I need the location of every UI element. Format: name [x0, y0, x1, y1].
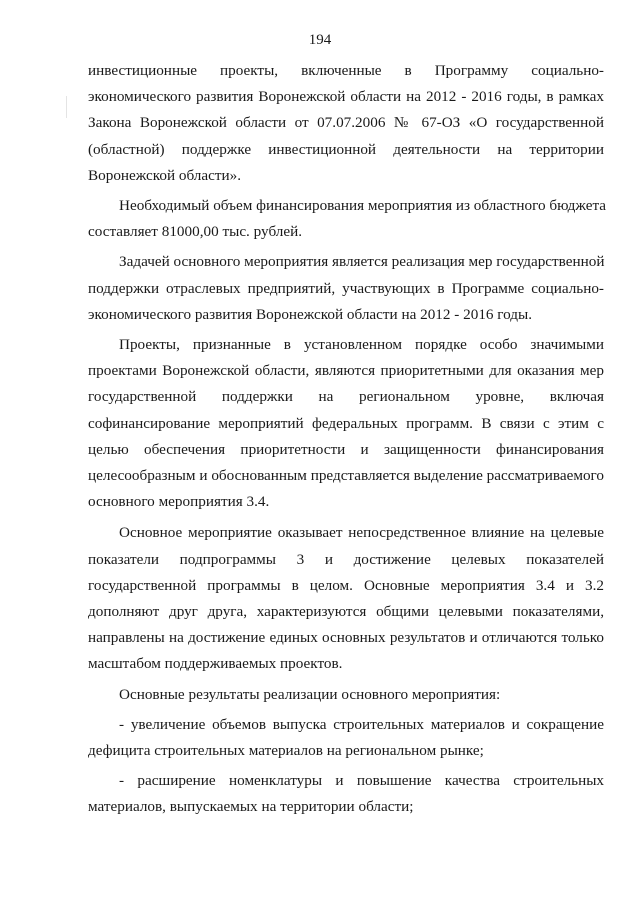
paragraph-investment-projects	[88, 58, 604, 189]
text-line: дополняют друг друга, характеризуются общими целевыми показателями,	[88, 603, 604, 621]
text-line: (областной) поддержке инвестиционной деятельности на территории	[88, 140, 604, 158]
text-line: Основное мероприятие оказывает непосредственное влияние на целевые	[119, 524, 604, 542]
text-line: основного мероприятия 3.4.	[88, 493, 270, 511]
text-line: целью обеспечения приоритетности и защищенности финансирования	[88, 440, 604, 458]
text-line: - расширение номенклатуры и повышение качества строительных	[119, 772, 604, 790]
text-line: Основные результаты реализации основного мероприятия:	[119, 685, 501, 703]
text-line: экономического развития Воронежской области на 2012 - 2016 годы.	[88, 305, 533, 323]
text-line: составляет 81000,00 тыс. рублей.	[88, 223, 303, 241]
text-line: экономического развития Воронежской области на 2012 - 2016 годы, в рамках	[88, 88, 604, 106]
text-line: софинансирование мероприятий федеральных программ. В связи с этим с	[88, 414, 604, 432]
text-line: целесообразным и обоснованным представляется выделение рассматриваемого	[88, 467, 604, 485]
page-number: 194	[308, 32, 332, 48]
text-line: показатели подпрограммы 3 и достижение целевых показателей	[88, 550, 604, 568]
list-item-assortment	[88, 768, 604, 820]
text-line: Необходимый объем финансирования мероприятия из областного бюджета	[119, 197, 607, 215]
text-line: материалов, выпускаемых на территории области;	[88, 798, 414, 816]
document-body	[88, 58, 607, 821]
paragraph-results-heading	[88, 682, 604, 708]
text-line: - увеличение объемов выпуска строительных материалов и сокращение	[119, 715, 604, 733]
text-line: Закона Воронежской области от 07.07.2006 № 67-ОЗ «О государственной	[88, 114, 604, 132]
text-line: поддержки отраслевых предприятий, участвующих в Программе социально-	[88, 279, 604, 297]
text-line: Задачей основного мероприятия является реализация мер государственной	[119, 253, 605, 271]
text-line: инвестиционные проекты, включенные в Программу социально-	[88, 62, 604, 79]
paragraph-projects-priority	[88, 332, 604, 515]
text-line: направлены на достижение единых основных результатов и отличаются только	[88, 629, 604, 647]
text-line: Воронежской области».	[88, 166, 242, 184]
text-line: масштабом поддерживаемых проектов.	[88, 655, 343, 673]
text-line: Проекты, признанные в установленном порядке особо значимыми	[119, 336, 604, 354]
text-line: дефицита строительных материалов на региональном рынке;	[88, 742, 484, 760]
text-line: проектами Воронежской области, являются приоритетными для оказания мер	[88, 362, 604, 380]
text-line: государственной поддержки на региональном уровне, включая	[88, 388, 604, 406]
paragraph-influence	[88, 520, 604, 677]
paragraph-funding	[88, 193, 607, 245]
margin-scan-mark	[66, 96, 67, 118]
list-item-output-increase	[88, 712, 604, 764]
paragraph-task	[88, 249, 604, 328]
text-line: государственной программы в целом. Основные мероприятия 3.4 и 3.2	[88, 576, 604, 594]
